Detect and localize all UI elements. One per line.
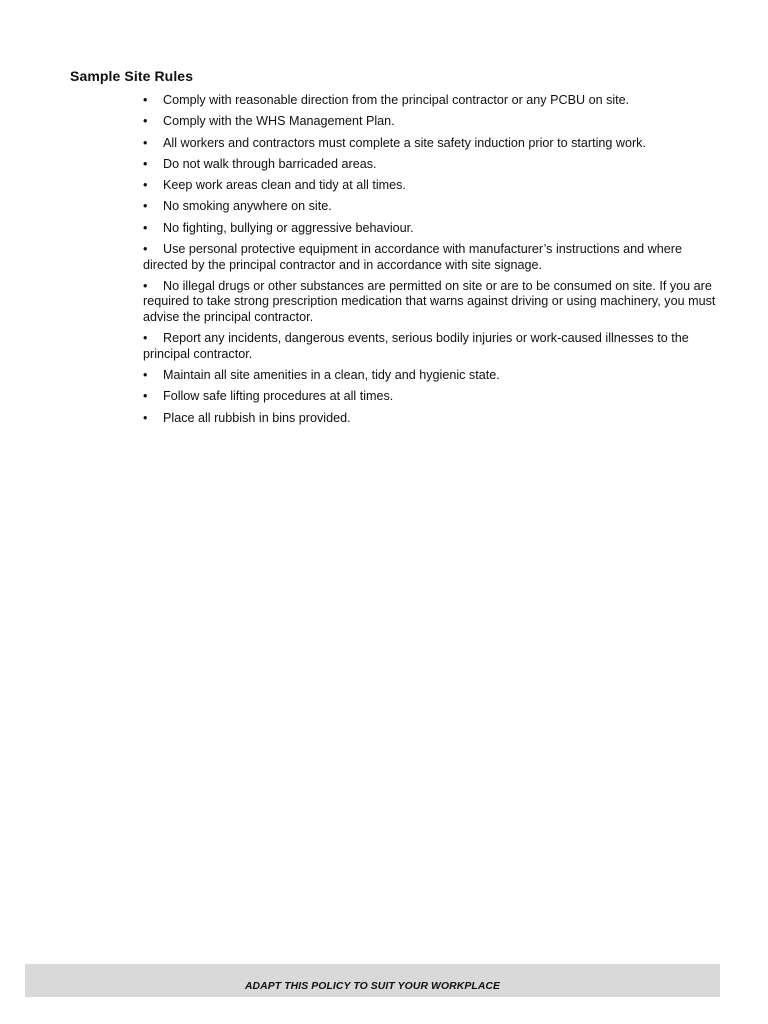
bullet-icon: •: [143, 410, 148, 425]
rule-text: No fighting, bullying or aggressive behaviour.: [163, 220, 414, 235]
rule-item: [143, 93, 723, 109]
bullet-icon: •: [143, 389, 148, 404]
rule-item: [143, 242, 723, 273]
rule-item: [143, 178, 723, 194]
bullet-icon: •: [143, 114, 148, 129]
rule-text: Comply with the WHS Management Plan.: [163, 114, 395, 129]
rule-item: [143, 279, 723, 326]
rule-text: All workers and contractors must complete a site safety induction prior to starting work.: [163, 135, 646, 150]
rule-text: Place all rubbish in bins provided.: [163, 410, 351, 425]
rule-text: No smoking anywhere on site.: [163, 199, 332, 214]
bullet-icon: •: [143, 367, 148, 382]
footer-banner: [25, 964, 720, 997]
rule-text: No illegal drugs or other substances are permitted on site or are to be consumed on site. If you are required to take strong prescription medication that warns against driving or using machinery, you must advise the principal contractor.: [143, 278, 716, 324]
bullet-icon: •: [143, 199, 148, 214]
page-heading: Sample Site Rules: [70, 68, 194, 84]
bullet-icon: •: [143, 278, 148, 293]
rule-item: [143, 221, 723, 237]
rule-item: [143, 411, 723, 427]
rule-text: Maintain all site amenities in a clean, tidy and hygienic state.: [163, 367, 500, 382]
bullet-icon: •: [143, 331, 148, 346]
site-rules-list: [143, 93, 723, 432]
bullet-icon: •: [143, 242, 148, 257]
rule-item: [143, 389, 723, 405]
bullet-icon: •: [143, 135, 148, 150]
rule-item: [143, 114, 723, 130]
rule-text: Keep work areas clean and tidy at all times.: [163, 178, 406, 193]
bullet-icon: •: [143, 220, 148, 235]
rule-item: [143, 157, 723, 173]
rule-text: Use personal protective equipment in accordance with manufacturer’s instructions and where directed by the principal contractor and in accordance with site signage.: [143, 242, 682, 272]
rule-item: [143, 368, 723, 384]
footer-text: ADAPT THIS POLICY TO SUIT YOUR WORKPLACE: [244, 981, 501, 992]
rule-item: [143, 136, 723, 152]
rule-item: [143, 199, 723, 215]
bullet-icon: •: [143, 178, 148, 193]
rule-text: Do not walk through barricaded areas.: [163, 156, 377, 171]
bullet-icon: •: [143, 93, 148, 107]
bullet-icon: •: [143, 156, 148, 171]
rule-text: Follow safe lifting procedures at all times.: [163, 389, 394, 404]
rule-text: Report any incidents, dangerous events, serious bodily injuries or work-caused illnesses to the principal contractor.: [143, 331, 689, 361]
rule-text: Comply with reasonable direction from the principal contractor or any PCBU on site.: [163, 93, 630, 107]
rule-item: [143, 331, 723, 362]
